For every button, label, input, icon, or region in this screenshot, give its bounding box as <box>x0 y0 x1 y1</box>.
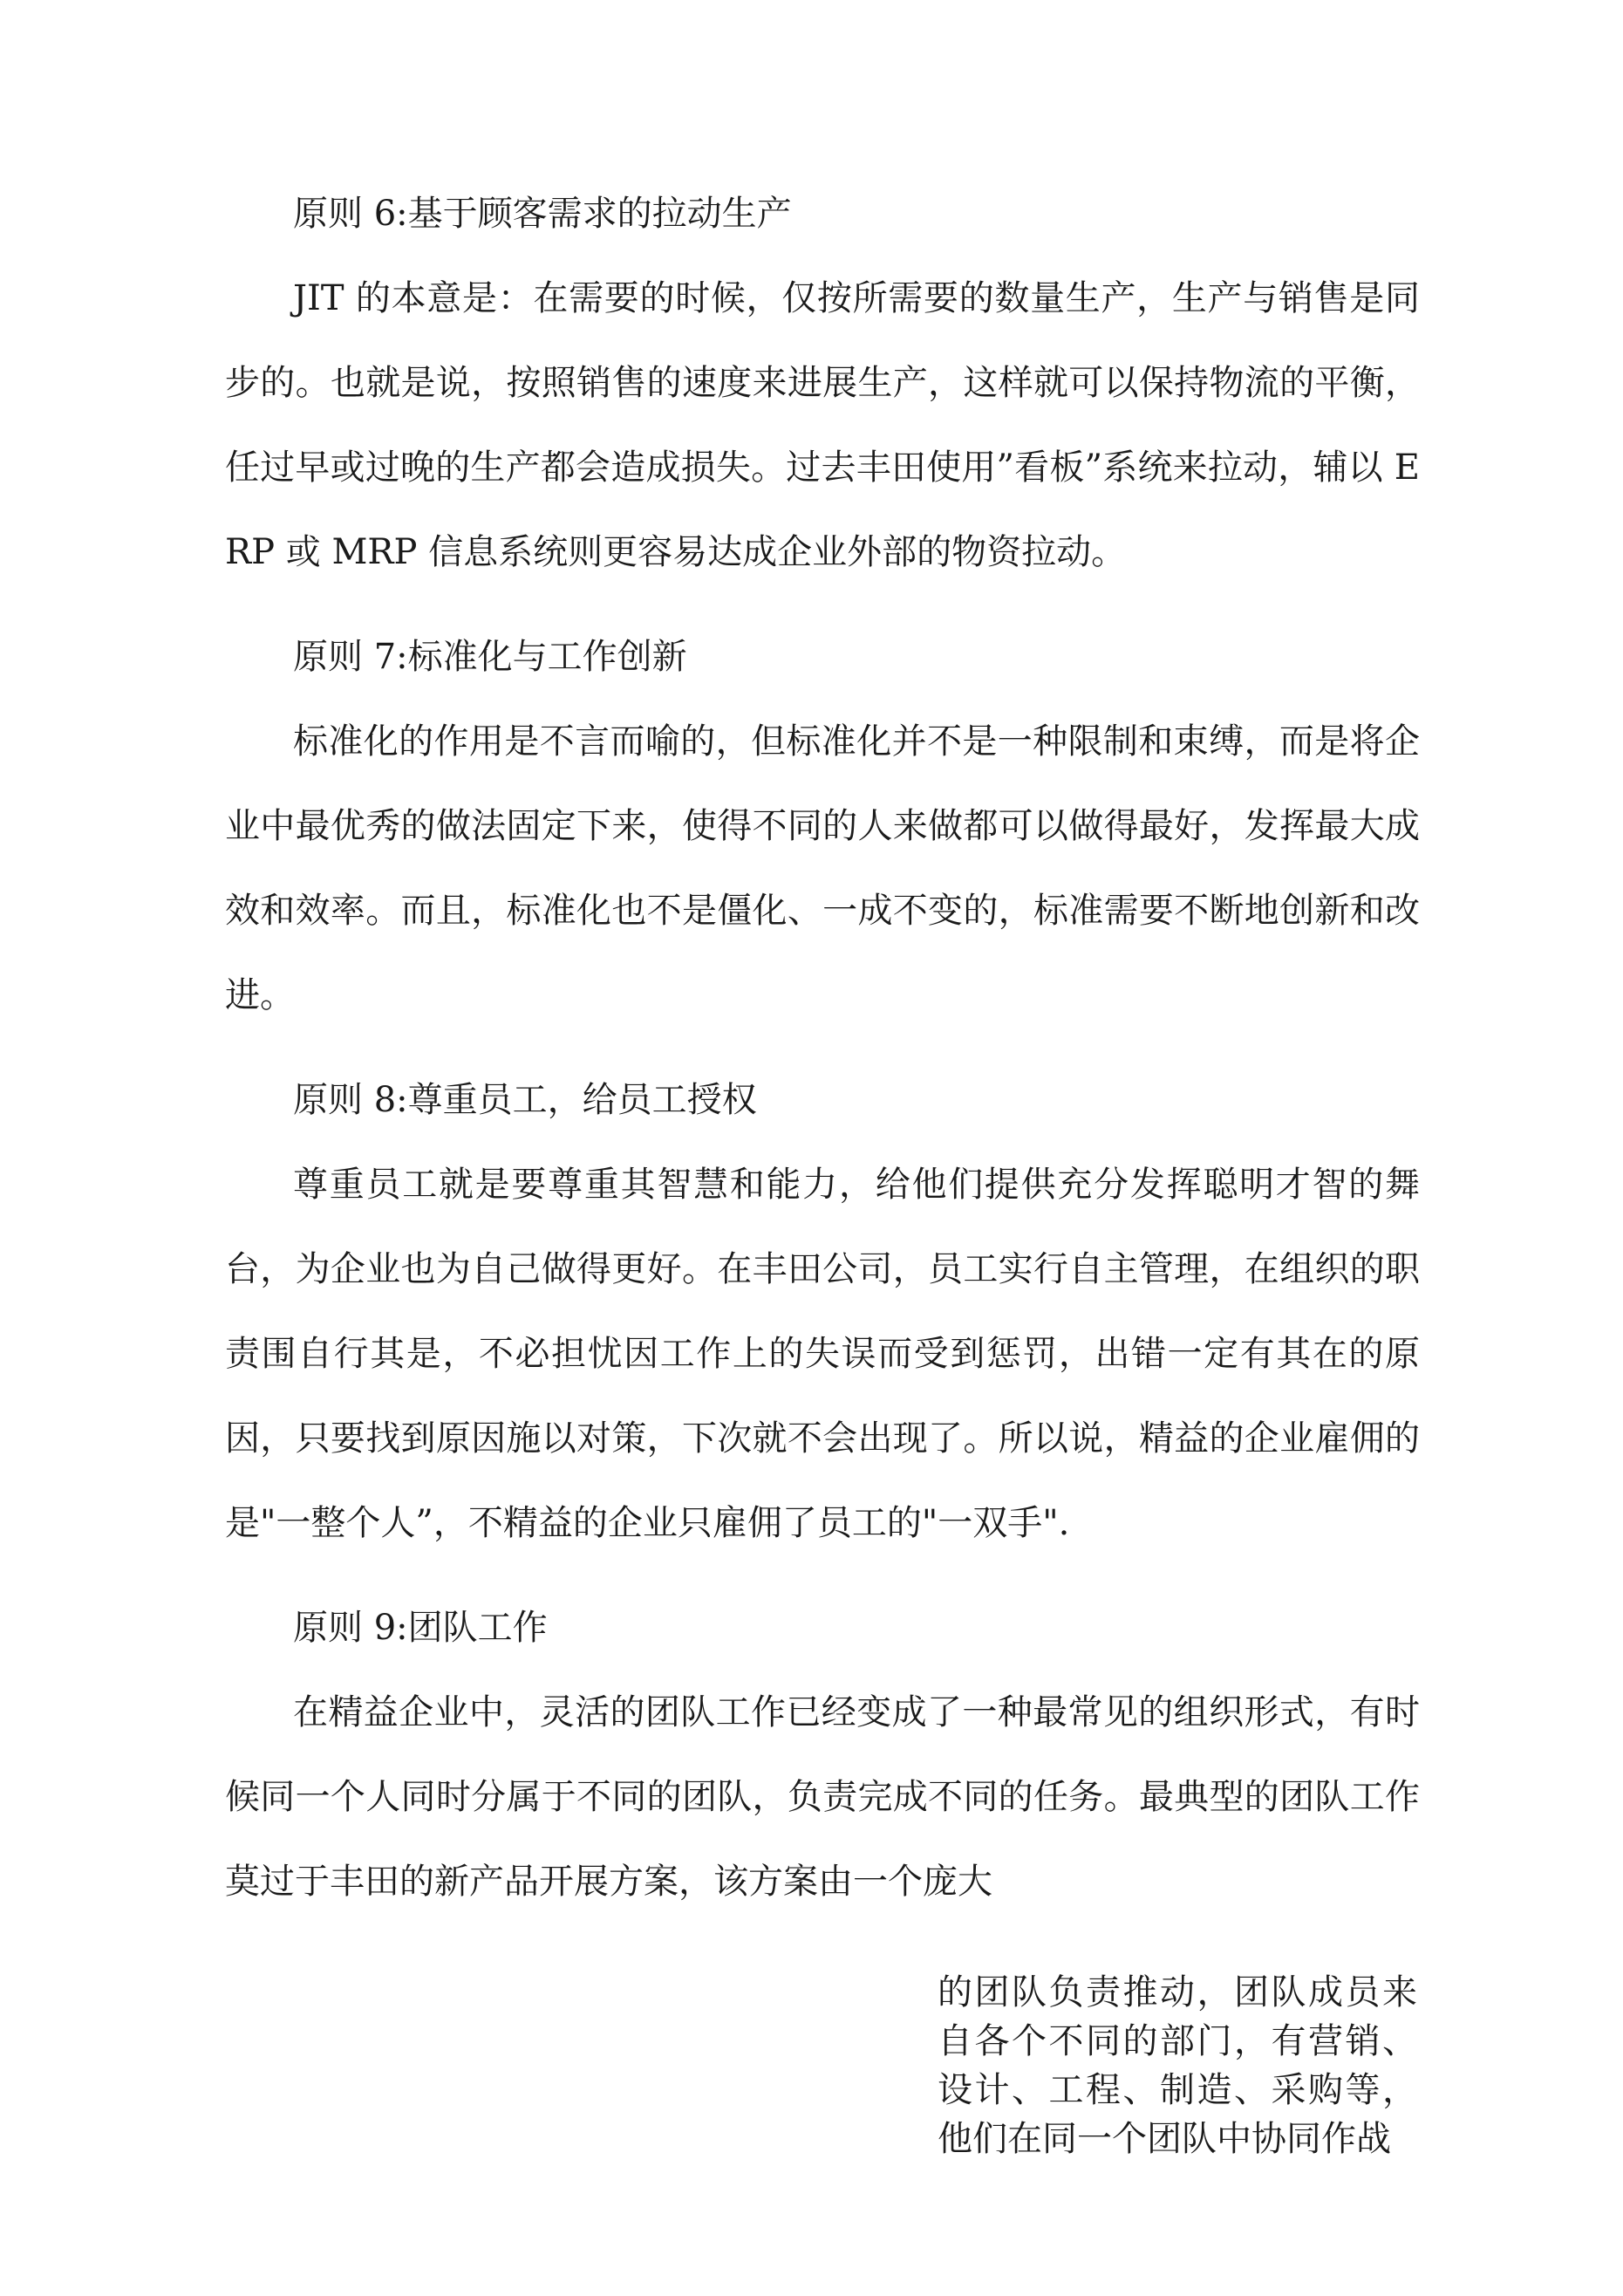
section-paragraph-9: 在精益企业中，灵活的团队工作已经变成了一种最常见的组织形式，有时候同一个人同时分属于不同的团队，负责完成不同的任务。最典型的团队工作莫过于丰田的新产品开展方案，该方案由一个庞大 <box>225 1692 1420 1902</box>
section-heading-6: 原则 6:基于顾客需求的拉动生产 <box>293 194 792 234</box>
section-heading-9: 原则 9:团队工作 <box>293 1608 548 1648</box>
continuation-text-block: 的团队负责推动，团队成员来自各个不同的部门，有营销、设计、工程、制造、采购等，他们在同一个团队中协同作战 <box>938 1972 1417 2159</box>
section-heading-8: 原则 8:尊重员工，给员工授权 <box>293 1080 757 1120</box>
section-paragraph-6: JIT 的本意是：在需要的时候，仅按所需要的数量生产，生产与销售是同步的。也就是说，按照销售的速度来进展生产，这样就可以保持物流的平衡，任过早或过晚的生产都会造成损失。过去丰田使用”看板”系统来拉动，辅以 ERP 或 MRP 信息系统则更容易达成企业外部的物资拉动。 <box>225 278 1420 572</box>
section-paragraph-7: 标准化的作用是不言而喻的，但标准化并不是一种限制和束缚，而是将企业中最优秀的做法固定下来，使得不同的人来做都可以做得最好，发挥最大成效和效率。而且，标准化也不是僵化、一成不变的，标准需要不断地创新和改进。 <box>225 721 1420 1015</box>
section-heading-7: 原则 7:标准化与工作创新 <box>293 637 687 677</box>
document-body <box>225 192 1420 1944</box>
section-paragraph-8: 尊重员工就是要尊重其智慧和能力，给他们提供充分发挥聪明才智的舞台，为企业也为自己做得更好。在丰田公司，员工实行自主管理，在组织的职责围自行其是，不必担忧因工作上的失误而受到惩罚，出错一定有其在的原因，只要找到原因施以对策，下次就不会出现了。所以说，精益的企业雇佣的是"一整个人”，不精益的企业只雇佣了员工的"一双手". <box>225 1165 1420 1543</box>
